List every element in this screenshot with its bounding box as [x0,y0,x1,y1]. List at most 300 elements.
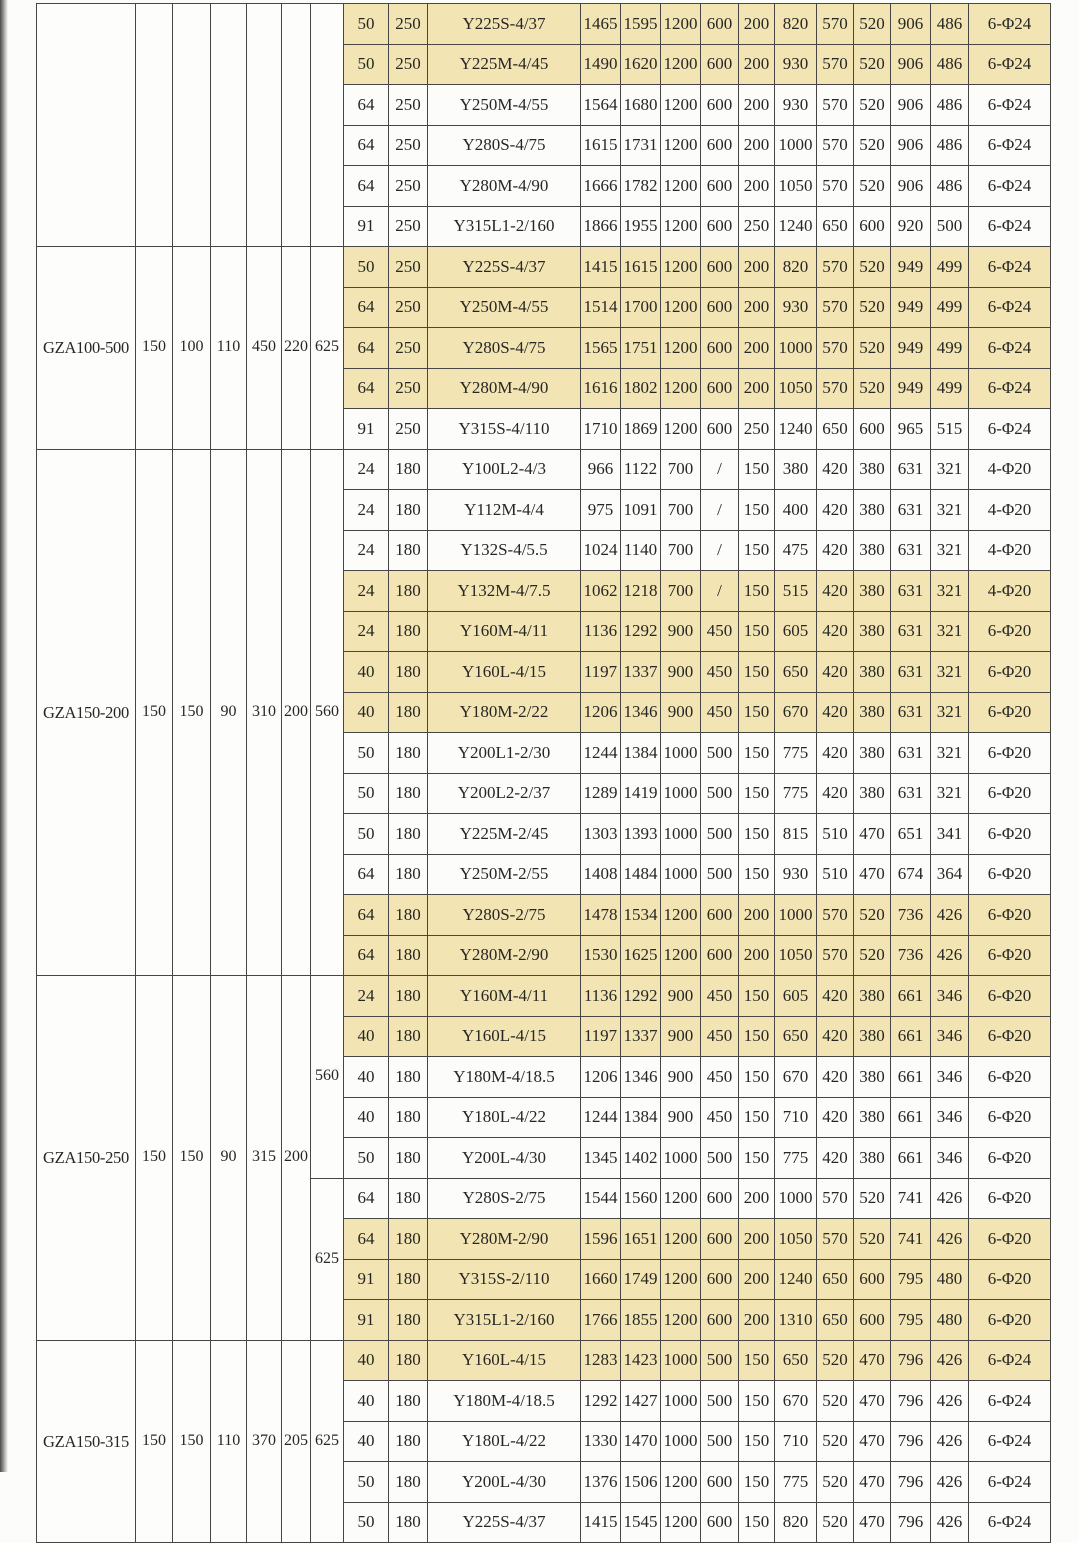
dim-cell: 346 [931,1057,969,1098]
dim-cell: 1749 [621,1259,661,1300]
dim-cell: 1427 [621,1381,661,1422]
flow-cell: 91 [344,206,389,247]
dim-cell: 775 [775,733,817,774]
speed-cell: 180 [389,1259,428,1300]
dim-cell: 661 [891,976,931,1017]
dim-cell: 1000 [661,733,701,774]
dim-cell: 796 [891,1340,931,1381]
dim-cell: 1244 [581,1097,621,1138]
dim-cell: 631 [891,733,931,774]
bolt-spec-cell: 6-Φ24 [969,1421,1051,1462]
speed-cell: 180 [389,611,428,652]
speed-cell: 180 [389,1340,428,1381]
dim-cell: 1062 [581,571,621,612]
motor-model-cell: Y280S-2/75 [428,895,581,936]
dim-cell: 500 [701,1138,739,1179]
flow-cell: 24 [344,490,389,531]
dim-cell: 150 [739,1138,775,1179]
dim-cell: 486 [931,166,969,207]
dim-cell: 949 [891,287,931,328]
bolt-spec-cell: 6-Φ20 [969,1016,1051,1057]
dim-cell: 600 [701,1178,739,1219]
dim-cell: 906 [891,125,931,166]
motor-model-cell: Y280M-2/90 [428,1219,581,1260]
dim-cell: 1866 [581,206,621,247]
speed-cell: 180 [389,1502,428,1543]
motor-model-cell: Y200L-4/30 [428,1462,581,1503]
dim-cell: 1560 [621,1178,661,1219]
dim-cell: 1292 [581,1381,621,1422]
group-dim-cell [311,4,344,247]
dim-cell: 600 [701,206,739,247]
dim-cell: 1000 [661,814,701,855]
flow-cell: 24 [344,976,389,1017]
dim-cell: 321 [931,530,969,571]
dim-cell: 650 [817,409,854,450]
dim-cell: 1564 [581,85,621,126]
dim-cell: 631 [891,530,931,571]
dim-cell: 1402 [621,1138,661,1179]
dim-cell: 1478 [581,895,621,936]
dim-cell: 150 [739,1097,775,1138]
speed-cell: 180 [389,976,428,1017]
dim-cell: 200 [739,1259,775,1300]
motor-model-cell: Y250M-2/55 [428,854,581,895]
dim-cell: 1000 [661,854,701,895]
group-dim-cell: 150 [136,1340,173,1543]
speed-cell: 250 [389,368,428,409]
flow-cell: 40 [344,692,389,733]
dim-cell: 650 [817,1259,854,1300]
bolt-spec-cell: 6-Φ24 [969,4,1051,45]
flow-cell: 40 [344,652,389,693]
speed-cell: 180 [389,1381,428,1422]
dim-cell: 906 [891,85,931,126]
dim-cell: 1615 [621,247,661,288]
dim-cell: 631 [891,571,931,612]
bolt-spec-cell: 6-Φ24 [969,44,1051,85]
dim-cell: 426 [931,1421,969,1462]
dim-cell: 600 [701,44,739,85]
dim-cell: 1310 [775,1300,817,1341]
speed-cell: 250 [389,247,428,288]
dim-cell: 450 [701,692,739,733]
motor-model-cell: Y200L2-2/37 [428,773,581,814]
dim-cell: 346 [931,976,969,1017]
table-row [37,976,1051,1017]
dim-cell: 1200 [661,1259,701,1300]
motor-model-cell: Y280S-4/75 [428,328,581,369]
dim-cell: 420 [817,1138,854,1179]
bolt-spec-cell: 6-Φ24 [969,206,1051,247]
dim-cell: 930 [775,85,817,126]
dim-cell: 815 [775,814,817,855]
flow-cell: 50 [344,773,389,814]
dim-cell: 650 [817,206,854,247]
dim-cell: 1470 [621,1421,661,1462]
speed-cell: 180 [389,692,428,733]
speed-cell: 180 [389,1016,428,1057]
dim-cell: 1240 [775,1259,817,1300]
dim-cell: 965 [891,409,931,450]
dim-cell: 661 [891,1057,931,1098]
dim-cell: 150 [739,1057,775,1098]
motor-model-cell: Y200L-4/30 [428,1138,581,1179]
dim-cell: 796 [891,1421,931,1462]
motor-model-cell: Y200L1-2/30 [428,733,581,774]
motor-model-cell: Y112M-4/4 [428,490,581,531]
dim-cell: 1197 [581,652,621,693]
flow-cell: 64 [344,166,389,207]
dim-cell: 820 [775,4,817,45]
motor-model-cell: Y250M-4/55 [428,287,581,328]
speed-cell: 180 [389,733,428,774]
dim-cell: 426 [931,1340,969,1381]
speed-cell: 180 [389,773,428,814]
dim-cell: 1000 [661,1138,701,1179]
dim-cell: 480 [931,1259,969,1300]
group-dim-cell: 625 [311,1340,344,1543]
flow-cell: 64 [344,368,389,409]
dim-cell: 499 [931,368,969,409]
dim-cell: 1197 [581,1016,621,1057]
dim-cell: 670 [775,1057,817,1098]
group-dim-cell: 450 [247,247,282,450]
motor-model-cell: Y160L-4/15 [428,1016,581,1057]
motor-model-cell: Y225S-4/37 [428,4,581,45]
dim-cell: 1206 [581,1057,621,1098]
speed-cell: 250 [389,206,428,247]
dim-cell: 520 [854,4,891,45]
dim-cell: 380 [854,733,891,774]
dim-cell: 500 [931,206,969,247]
motor-model-cell: Y280M-4/90 [428,368,581,409]
dim-cell: 1393 [621,814,661,855]
dim-cell: 426 [931,1219,969,1260]
group-dim-cell: 150 [173,449,211,976]
dim-cell: 570 [817,935,854,976]
dim-cell: 1766 [581,1300,621,1341]
dim-cell: 1218 [621,571,661,612]
dim-cell: 200 [739,1178,775,1219]
dim-cell: 600 [701,1462,739,1503]
dim-cell: 1514 [581,287,621,328]
group-dim-cell: 100 [173,247,211,450]
dim-cell: 1200 [661,166,701,207]
group-dim-cell [282,4,311,247]
motor-model-cell: Y160L-4/15 [428,1340,581,1381]
dim-cell: 600 [701,368,739,409]
dim-cell: 1545 [621,1502,661,1543]
bolt-spec-cell: 6-Φ20 [969,1219,1051,1260]
speed-cell: 180 [389,652,428,693]
dim-cell: 600 [701,4,739,45]
dim-cell: 486 [931,125,969,166]
dim-cell: 570 [817,328,854,369]
table-row [37,449,1051,490]
motor-model-cell: Y100L2-4/3 [428,449,581,490]
dim-cell: 250 [739,409,775,450]
dim-cell: 1620 [621,44,661,85]
dim-cell: 400 [775,490,817,531]
dim-cell: 1490 [581,44,621,85]
dim-cell: 1000 [661,1381,701,1422]
pump-spec-table [36,3,1051,1543]
dim-cell: 1751 [621,328,661,369]
dim-cell: 150 [739,692,775,733]
pump-model-cell: GZA150-200 [37,449,136,976]
speed-cell: 180 [389,1057,428,1098]
dim-cell: 321 [931,611,969,652]
motor-model-cell: Y225S-4/37 [428,1502,581,1543]
dim-cell: 150 [739,530,775,571]
group-dim-cell: 205 [282,1340,311,1543]
photo-edge-shadow [0,0,8,1472]
dim-cell: 450 [701,611,739,652]
dim-cell: 1200 [661,247,701,288]
dim-cell: 520 [854,166,891,207]
speed-cell: 180 [389,1178,428,1219]
dim-cell: 380 [854,449,891,490]
dim-cell: 651 [891,814,931,855]
dim-cell: 631 [891,490,931,531]
dim-cell: 1384 [621,733,661,774]
dim-cell: 150 [739,652,775,693]
bolt-spec-cell: 6-Φ20 [969,773,1051,814]
group-dim-cell: 150 [136,449,173,976]
dim-cell: 1419 [621,773,661,814]
dim-cell: 906 [891,166,931,207]
dim-cell: 420 [817,490,854,531]
dim-cell: 150 [739,814,775,855]
dim-cell: 520 [854,1178,891,1219]
motor-model-cell: Y180M-4/18.5 [428,1057,581,1098]
dim-cell: 570 [817,4,854,45]
flow-cell: 40 [344,1381,389,1422]
bolt-spec-cell: 6-Φ20 [969,692,1051,733]
dim-cell: 499 [931,328,969,369]
dim-cell: 1000 [775,125,817,166]
dim-cell: 486 [931,4,969,45]
dim-cell: 1869 [621,409,661,450]
dim-cell: 420 [817,571,854,612]
dim-cell: 570 [817,1219,854,1260]
dim-cell: 1200 [661,85,701,126]
dim-cell: 700 [661,530,701,571]
dim-cell: 600 [701,247,739,288]
dim-cell: 570 [817,1178,854,1219]
group-dim-cell: 315 [247,976,282,1341]
dim-cell: 380 [854,652,891,693]
dim-cell: 150 [739,571,775,612]
motor-model-cell: Y280M-2/90 [428,935,581,976]
dim-cell: 250 [739,206,775,247]
dim-cell: 605 [775,611,817,652]
motor-model-cell: Y280M-4/90 [428,166,581,207]
dim-cell: 1200 [661,1300,701,1341]
dim-cell: 1240 [775,206,817,247]
dim-cell: 900 [661,1016,701,1057]
dim-cell: 346 [931,1016,969,1057]
dim-cell: 1091 [621,490,661,531]
dim-cell: 520 [854,1219,891,1260]
dim-cell: 520 [817,1462,854,1503]
dim-cell: 900 [661,611,701,652]
speed-cell: 250 [389,4,428,45]
dim-cell: 1000 [775,895,817,936]
bolt-spec-cell: 6-Φ20 [969,652,1051,693]
bolt-spec-cell: 6-Φ20 [969,1057,1051,1098]
flow-cell: 50 [344,1502,389,1543]
dim-cell: 520 [854,125,891,166]
dim-cell: 900 [661,1097,701,1138]
dim-cell: 364 [931,854,969,895]
dim-cell: 500 [701,1381,739,1422]
dim-cell: 600 [701,166,739,207]
dim-cell: 1292 [621,611,661,652]
dim-cell: 500 [701,733,739,774]
dim-cell: 1565 [581,328,621,369]
flow-cell: 50 [344,733,389,774]
dim-cell: 321 [931,652,969,693]
dim-cell: 380 [854,1016,891,1057]
dim-cell: 600 [854,409,891,450]
dim-cell: 820 [775,247,817,288]
bolt-spec-cell: 6-Φ20 [969,854,1051,895]
dim-cell: 674 [891,854,931,895]
bolt-spec-cell: 6-Φ20 [969,1259,1051,1300]
flow-cell: 50 [344,44,389,85]
dim-cell: 1283 [581,1340,621,1381]
dim-cell: 570 [817,125,854,166]
dim-cell: 500 [701,773,739,814]
dim-cell: 795 [891,1300,931,1341]
dim-cell: 150 [739,976,775,1017]
flow-cell: 24 [344,530,389,571]
dim-cell: 906 [891,4,931,45]
motor-model-cell: Y280S-2/75 [428,1178,581,1219]
flow-cell: 91 [344,409,389,450]
dim-cell: 650 [775,1340,817,1381]
dim-cell: 420 [817,611,854,652]
dim-cell: 1000 [661,1340,701,1381]
bolt-spec-cell: 6-Φ20 [969,1300,1051,1341]
dim-cell: 520 [854,247,891,288]
speed-cell: 180 [389,1300,428,1341]
dim-cell: 1330 [581,1421,621,1462]
dim-cell: 661 [891,1138,931,1179]
motor-model-cell: Y180M-2/22 [428,692,581,733]
dim-cell: 700 [661,490,701,531]
flow-cell: 24 [344,571,389,612]
motor-model-cell: Y132M-4/7.5 [428,571,581,612]
dim-cell: 200 [739,247,775,288]
bolt-spec-cell: 6-Φ24 [969,328,1051,369]
flow-cell: 64 [344,854,389,895]
dim-cell: 200 [739,166,775,207]
dim-cell: 200 [739,85,775,126]
dim-cell: 426 [931,1381,969,1422]
bolt-spec-cell: 4-Φ20 [969,490,1051,531]
dim-cell: 600 [701,287,739,328]
speed-cell: 180 [389,1219,428,1260]
group-dim-cell: 150 [173,1340,211,1543]
dim-cell: 1544 [581,1178,621,1219]
dim-cell: 1050 [775,935,817,976]
pump-model-cell: GZA150-315 [37,1340,136,1543]
motor-model-cell: Y160M-4/11 [428,976,581,1017]
dim-cell: 321 [931,571,969,612]
dim-cell: 470 [854,1340,891,1381]
speed-cell: 180 [389,895,428,936]
dim-cell: 1731 [621,125,661,166]
dim-cell: 949 [891,368,931,409]
flow-cell: 64 [344,1178,389,1219]
table-row [37,247,1051,288]
speed-cell: 250 [389,125,428,166]
dim-cell: 450 [701,976,739,1017]
dim-cell: 1200 [661,4,701,45]
dim-cell: 200 [739,1219,775,1260]
dim-cell: 450 [701,652,739,693]
pump-model-cell: GZA150-250 [37,976,136,1341]
dim-cell: 450 [701,1016,739,1057]
group-dim-cell: 310 [247,449,282,976]
dim-cell: 1616 [581,368,621,409]
speed-cell: 180 [389,1138,428,1179]
dim-cell: 1140 [621,530,661,571]
dim-cell: 906 [891,44,931,85]
dim-cell: 930 [775,44,817,85]
dim-cell: 1200 [661,328,701,369]
dim-cell: 470 [854,1381,891,1422]
motor-model-cell: Y160M-4/11 [428,611,581,652]
table-row [37,4,1051,45]
dim-cell: 736 [891,895,931,936]
dim-cell: 520 [817,1340,854,1381]
dim-cell: 520 [817,1421,854,1462]
bolt-spec-cell: 4-Φ20 [969,571,1051,612]
flow-cell: 64 [344,895,389,936]
dim-cell: 600 [701,85,739,126]
speed-cell: 180 [389,490,428,531]
flow-cell: 24 [344,611,389,652]
flow-cell: 40 [344,1421,389,1462]
flow-cell: 24 [344,449,389,490]
dim-cell: 900 [661,1057,701,1098]
dim-cell: 1000 [775,328,817,369]
dim-cell: 510 [817,854,854,895]
dim-cell: / [701,449,739,490]
dim-cell: 470 [854,854,891,895]
dim-cell: 661 [891,1016,931,1057]
dim-cell: 499 [931,287,969,328]
dim-cell: 470 [854,1502,891,1543]
dim-cell: 1200 [661,895,701,936]
dim-cell: 1289 [581,773,621,814]
dim-cell: 570 [817,85,854,126]
flow-cell: 64 [344,287,389,328]
flow-cell: 91 [344,1259,389,1300]
dim-cell: 1024 [581,530,621,571]
speed-cell: 180 [389,1421,428,1462]
bolt-spec-cell: 4-Φ20 [969,449,1051,490]
dim-cell: 200 [739,895,775,936]
dim-cell: 1292 [621,976,661,1017]
dim-cell: 1596 [581,1219,621,1260]
dim-cell: 420 [817,449,854,490]
dim-cell: 1530 [581,935,621,976]
